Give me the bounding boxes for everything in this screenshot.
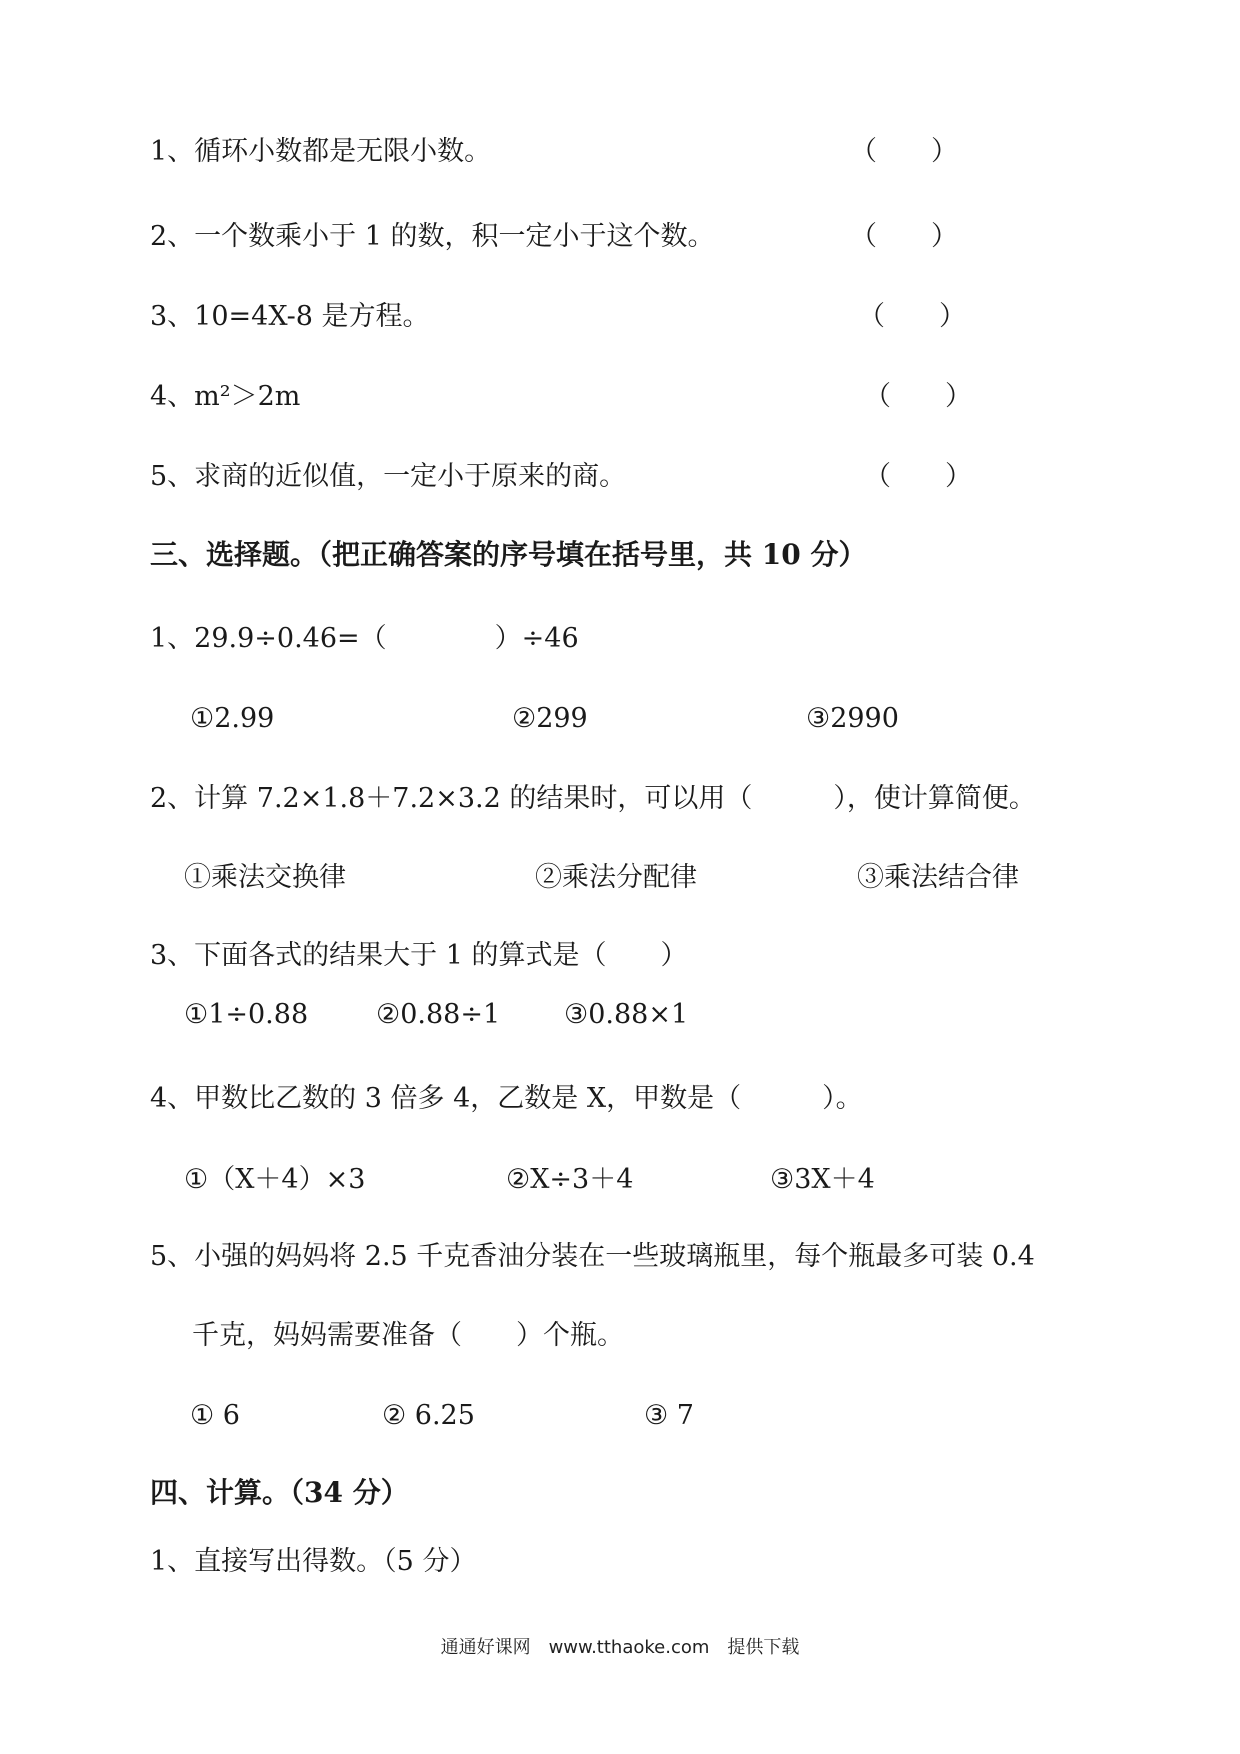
judge-item-2: 2、一个数乘小于 1 的数，积一定小于这个数。 <box>150 221 715 252</box>
choice-q3: 3、下面各式的结果大于 1 的算式是（ ） <box>150 940 688 971</box>
choice-q1-option-3: ③2990 <box>806 703 899 734</box>
section3-title: 三、选择题。（把正确答案的序号填在括号里，共 10 分） <box>150 538 867 571</box>
choice-q2-option-3: ③乘法结合律 <box>857 862 1019 893</box>
choice-q3-option-3: ③0.88×1 <box>564 999 689 1030</box>
judge-blank-2[interactable]: （ ） <box>850 221 958 252</box>
choice-q5-option-1: ① 6 <box>190 1400 240 1431</box>
choice-q4-option-1: ①（X＋4）×3 <box>184 1164 366 1195</box>
judge-blank-3[interactable]: （ ） <box>858 301 966 332</box>
judge-blank-5[interactable]: （ ） <box>864 461 972 492</box>
choice-q3-option-1: ①1÷0.88 <box>184 999 309 1030</box>
judge-item-5: 5、求商的近似值，一定小于原来的商。 <box>150 461 627 492</box>
choice-q5-option-2: ② 6.25 <box>382 1400 475 1431</box>
choice-q1-option-1: ①2.99 <box>190 703 275 734</box>
choice-q4-option-3: ③3X＋4 <box>770 1164 875 1195</box>
section4-sub1: 1、直接写出得数。（5 分） <box>150 1546 477 1577</box>
choice-q1: 1、29.9÷0.46=（ ）÷46 <box>150 623 579 654</box>
choice-q1-option-2: ②299 <box>512 703 588 734</box>
judge-blank-1[interactable]: （ ） <box>850 136 958 167</box>
choice-q5-line-1: 5、小强的妈妈将 2.5 千克香油分装在一些玻璃瓶里，每个瓶最多可装 0.4 <box>150 1241 1035 1272</box>
choice-q5-option-3: ③ 7 <box>644 1400 694 1431</box>
choice-q5-line-2: 千克，妈妈需要准备（ ）个瓶。 <box>192 1320 624 1351</box>
choice-q3-option-2: ②0.88÷1 <box>376 999 501 1030</box>
judge-blank-4[interactable]: （ ） <box>864 381 972 412</box>
choice-q2-option-2: ②乘法分配律 <box>535 862 697 893</box>
judge-item-1: 1、循环小数都是无限小数。 <box>150 136 492 167</box>
choice-q2-option-1: ①乘法交换律 <box>184 862 346 893</box>
choice-q4-option-2: ②X÷3＋4 <box>506 1164 634 1195</box>
footer-credit: 通通好课网 www.tthaoke.com 提供下载 <box>440 1637 800 1658</box>
choice-q4: 4、甲数比乙数的 3 倍多 4，乙数是 X，甲数是（ ）。 <box>150 1083 863 1114</box>
judge-item-4: 4、m²＞2m <box>150 381 301 412</box>
section4-title: 四、计算。（34 分） <box>150 1476 409 1509</box>
judge-item-3: 3、10=4X-8 是方程。 <box>150 301 430 332</box>
choice-q2: 2、计算 7.2×1.8＋7.2×3.2 的结果时，可以用（ ），使计算简便。 <box>150 783 1036 814</box>
